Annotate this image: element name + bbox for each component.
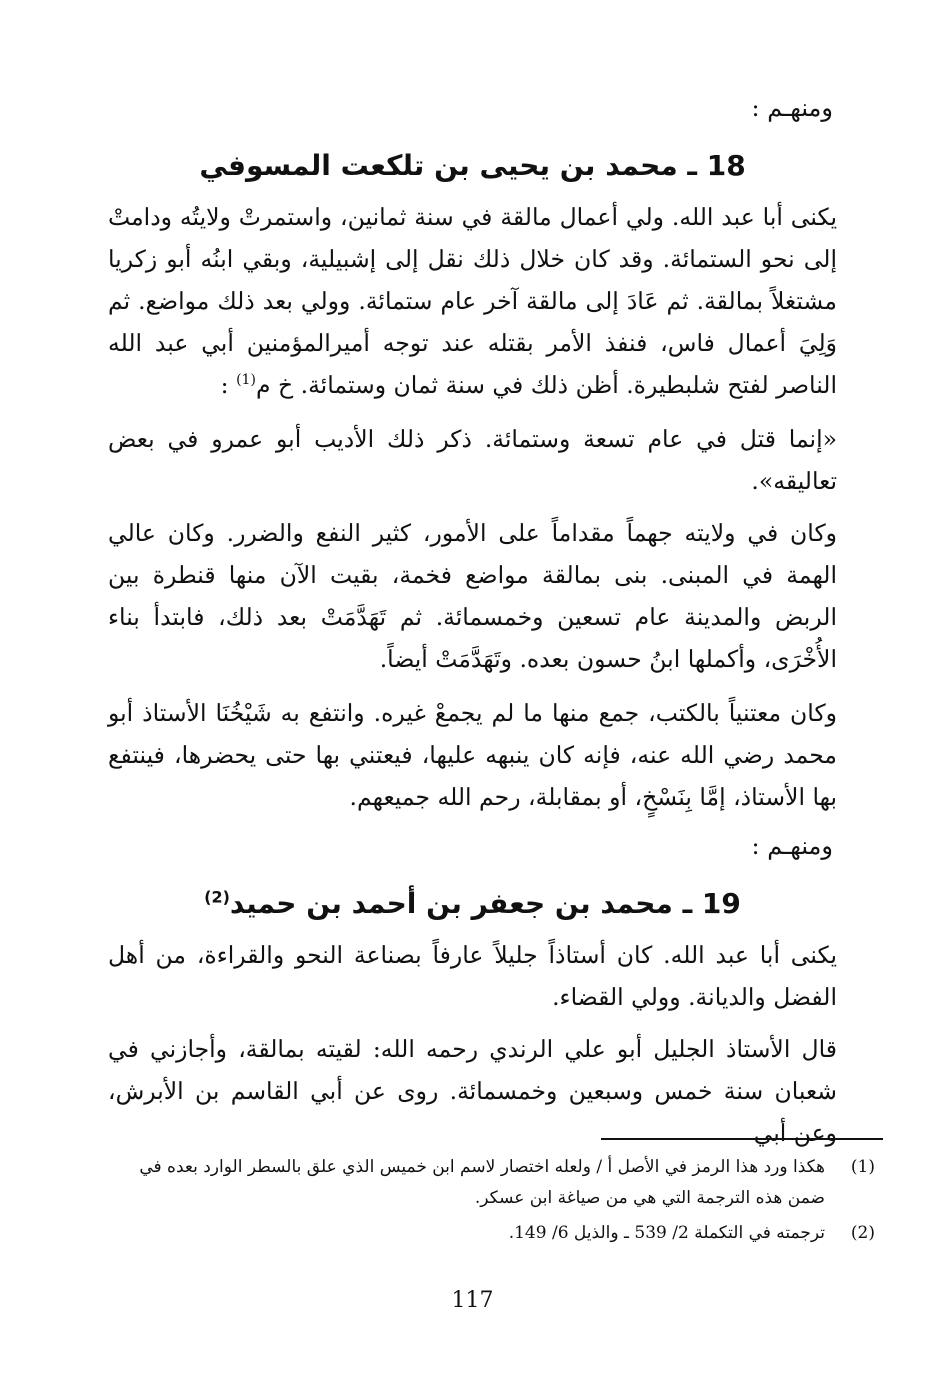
footnote-mark-2: (2) [204,887,230,907]
footnote-1 [108,1152,875,1214]
footnote-2-number: (2) [850,1223,875,1243]
footnote-1-number: (1) [850,1157,875,1177]
entry-19-paragraph-2: قال الأستاذ الجليل أبو علي الرندي رحمه الله: لقيته بمالقة، وأجازني في شعبان سنة خمس وسبعين وخمسمائة. روى عن أبي القاسم بن الأبرش، وعن أبي [108,1035,837,1147]
entry-18-paragraph-1 [108,196,837,406]
footnote-2 [108,1218,875,1249]
entry-19-title-text: 19 ـ محمد بن جعفر بن أحمد بن حميد [229,887,741,920]
entry-18-paragraph-1-text: يكنى أبا عبد الله. ولي أعمال مالقة في سنة ثمانين، واستمرتْ ولايتُه ودامتْ إلى نحو الستمائة. وقد كان خلال ذلك نقل إلى إشبيلية، وبقي ابنُه أبو زكريا مشتغلاً بمالقة. ثم عَادَ إلى مالقة آخر عام ستمائة. وولي بعد ذلك مواضع. ثم وَلِيَ أعمال فاس، فنفذ الأمر بقتله عند توجه أميرالمؤمنين أبي عبد الله الناصر لفتح شلبطيرة. أظن ذلك في سنة ثمان وستمائة. خ م [108,203,837,399]
footnote-1-text: هكذا ورد هذا الرمز في الأصل أ / ولعله اختصار لاسم ابن خميس الذي علق بالسطر الوارد بعده في ضمن هذه الترجمة التي هي من صياغة ابن عسكر. [139,1157,825,1208]
section-intro-2: ومنهـم : [751,832,833,860]
entry-18-paragraph-1-colon: : [220,371,229,399]
entry-18-paragraph-3: وكان معتنياً بالكتب، جمع منها ما لم يجمعْ غيره. وانتفع به شَيْخُنَا الأستاذ أبو محمد رضي الله عنه، فإنه كان ينبهه عليها، فيعتني بها حتى يحضرها، فينتفع بها الأستاذ، إمَّا بِنَسْخٍ، أو بمقابلة، رحم الله جميعهم. [108,699,837,811]
entry-18-quote: «إنما قتل في عام تسعة وستمائة. ذكر ذلك الأديب أبو عمرو في بعض تعاليقه». [108,425,837,495]
footnote-mark-1: (1) [236,372,256,389]
entry-19-paragraph-1: يكنى أبا عبد الله. كان أستاذاً جليلاً عارفاً بصناعة النحو والقراءة، من أهل الفضل والديانة. وولي القضاء. [108,941,837,1011]
footnote-2-text: ترجمته في التكملة 2/ 539 ـ والذيل 6/ 149. [508,1223,825,1243]
entry-19-title [108,884,837,924]
entry-18-title: 18 ـ محمد بن يحيى بن تلكعت المسوفي [199,149,746,182]
section-intro-1: ومنهـم : [751,94,833,122]
page-number: 117 [451,1288,494,1313]
entry-18-paragraph-2: وكان في ولايته جهماً مقداماً على الأمور، كثير النفع والضرر. وكان عالي الهمة في المبنى. بنى بمالقة مواضع فخمة، بقيت الآن منها قنطرة بين الربض والمدينة عام تسعين وخمسمائة. ثم تَهَدَّمَتْ بعد ذلك، فابتدأ بناء الأُخْرَى، وأكملها ابنُ حسون بعده. وتَهَدَّمَتْ أيضاً. [108,519,837,673]
footnote-separator [601,1138,883,1140]
